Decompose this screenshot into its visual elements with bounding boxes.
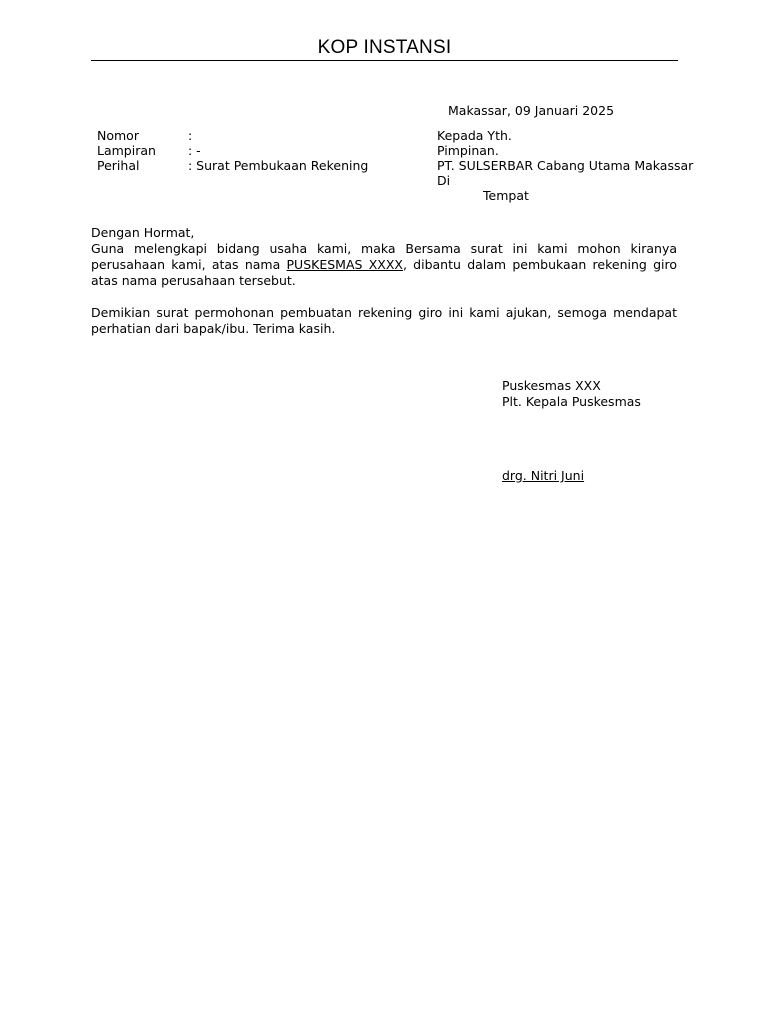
body-paragraph-1 <box>91 241 677 289</box>
recipient-place: Tempat <box>483 188 529 203</box>
paragraph-text: Guna melengkapi bidang usaha kami, maka Bersama surat ini kami mohon kiranya perusahaan kami, atas nama <box>91 241 677 272</box>
meta-value: : <box>188 128 193 143</box>
paragraph-text: , dibantu dalam pembukaan rekening giro atas nama perusahaan tersebut. <box>91 257 677 288</box>
place-date: Makassar, 09 Januari 2025 <box>448 103 615 118</box>
institution-name: PUSKESMAS XXXX <box>286 257 403 272</box>
meta-value: : Surat Pembukaan Rekening <box>188 158 369 173</box>
paragraph-gap <box>91 289 677 305</box>
letterhead-divider <box>91 60 678 61</box>
signatory-name: drg. Nitri Juni <box>502 468 585 483</box>
letterhead-title: KOP INSTANSI <box>317 37 452 58</box>
recipient-company: PT. SULSERBAR Cabang Utama Makassar <box>437 158 694 173</box>
meta-label: Perihal <box>97 158 140 173</box>
signature-org: Puskesmas XXX <box>502 378 601 393</box>
recipient-block <box>437 128 693 203</box>
greeting: Dengan Hormat, <box>91 225 195 240</box>
body-paragraph-2: Demikian surat permohonan pembuatan rekening giro ini kami ajukan, semoga mendapat perhatian dari bapak/ibu. Terima kasih. <box>91 305 677 336</box>
meta-label: Lampiran <box>97 143 156 158</box>
recipient-title: Pimpinan. <box>437 143 499 158</box>
letter-body <box>91 225 677 337</box>
meta-label: Nomor <box>97 128 139 143</box>
signature-block <box>502 378 641 410</box>
meta-value: : - <box>188 143 201 158</box>
recipient-di: Di <box>437 173 451 188</box>
recipient-salutation: Kepada Yth. <box>437 128 512 143</box>
signature-position: Plt. Kepala Puskesmas <box>502 394 641 409</box>
